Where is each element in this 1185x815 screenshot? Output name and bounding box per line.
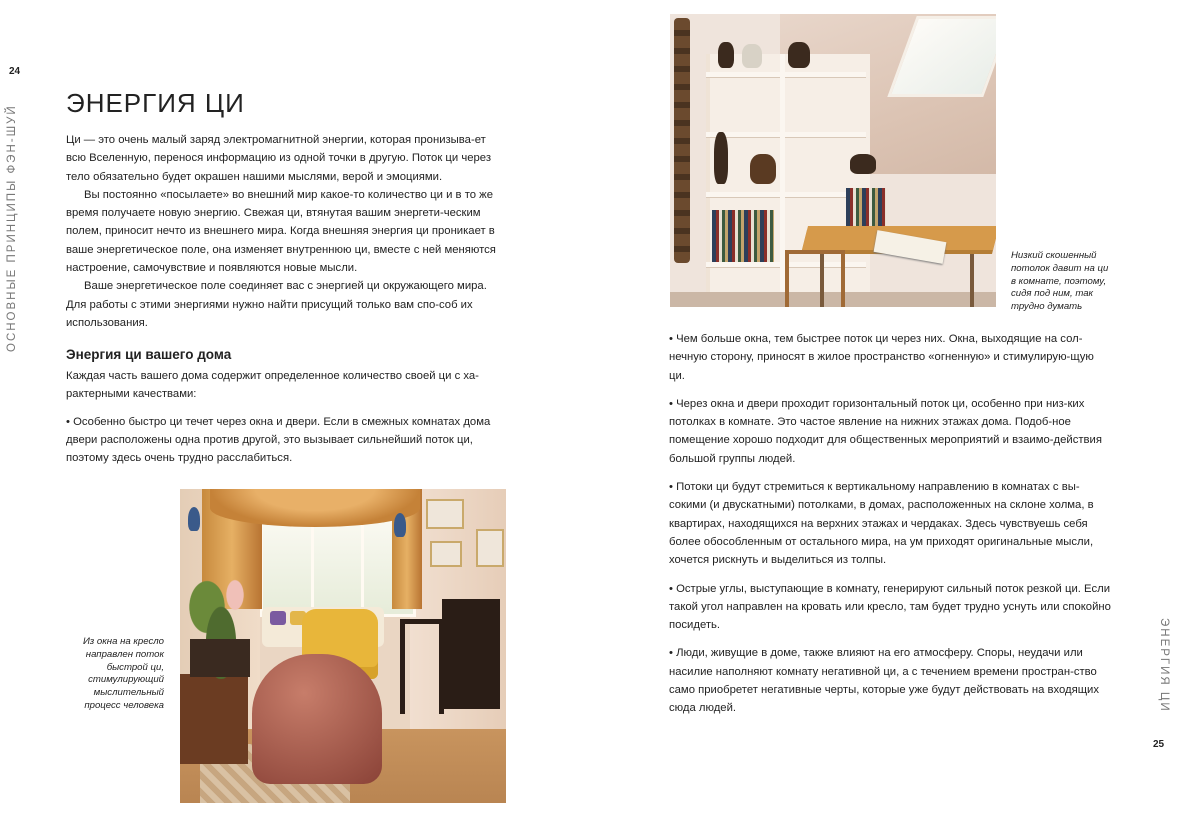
bullet-list bbox=[669, 330, 1111, 728]
photo-carved-totem bbox=[674, 18, 690, 263]
photo-vase bbox=[394, 513, 406, 537]
photo-vase bbox=[188, 507, 200, 531]
section-text bbox=[66, 367, 498, 467]
page-title: ЭНЕРГИЯ ЦИ bbox=[66, 88, 245, 118]
photo-picture-frame bbox=[426, 499, 464, 529]
photo-jar bbox=[742, 44, 762, 68]
photo-valance bbox=[210, 489, 420, 527]
photo-pot bbox=[190, 639, 250, 677]
photo-chair bbox=[785, 250, 845, 307]
bullet-item: • Люди, живущие в доме, также влияют на его атмосферу. Споры, неудачи или насилие наполняют комнату негативной ци, а с течением времени простран-ство само приобретет негативные черты, которые уже будут действовать на входящих сюда людей. bbox=[669, 647, 1100, 715]
attic-study-photo bbox=[670, 14, 996, 307]
bullet-item: • Острые углы, выступающие в комнату, генерируют сильный поток резкой ци. Если такой угол направлен на кровать или кресло, там будет трудно уснуть или спокойно посидеть. bbox=[669, 582, 1111, 632]
photo-desk bbox=[442, 599, 500, 709]
photo-black-chair bbox=[400, 619, 444, 714]
photo-jar bbox=[714, 132, 728, 184]
bullet-item: • Потоки ци будут стремиться к вертикальному направлению в комнатах с вы-сокими (и двускатными) потолками, в домах, расположенных на склоне холма, в квартирах, находящихся на верхних этажах и чердаках. Здесь чувствуешь себя более обособленным от остального мира, на ум приходят оригинальные мысли, хочется рискнуть и выделиться из толпы. bbox=[669, 481, 1094, 567]
section-intro: Каждая часть вашего дома содержит определенное количество своей ци с ха-рактерными качествами: bbox=[66, 370, 479, 401]
photo-jar bbox=[850, 154, 876, 174]
photo-books bbox=[712, 210, 774, 262]
photo-caption-attic: Низкий скошенный потолок давит на ци в комнате, поэтому, сидя под ним, так трудно думать bbox=[1011, 250, 1109, 313]
photo-picture-frame bbox=[430, 541, 462, 567]
intro-text bbox=[66, 131, 498, 332]
paragraph: Ци — это очень малый заряд электромагнитной энергии, которая пронизыва-ет всю Вселенную, перенося информацию из одной точки в другую. Поток ци через тело обязательно будет окрашен нашими мыслями, верой и эмоциями. bbox=[66, 134, 492, 183]
section-heading: Энергия ци вашего дома bbox=[66, 347, 232, 362]
photo-chest bbox=[180, 674, 248, 764]
bullet-item: • Особенно быстро ци течет через окна и двери. Если в смежных комнатах дома двери расположены одна против другой, это вызывает сильнейший поток ци, поэтому здесь очень трудно расслабиться. bbox=[66, 415, 491, 465]
photo-picture-frame bbox=[476, 529, 504, 567]
bullet-item: • Через окна и двери проходит горизонтальный поток ци, особенно при низ-ких потолках в комнате. Это частое явление на нижних этажах дома. Подоб-ное помещение хорошо подходит для общественных мероприятий и взаимо-действия большой группы людей. bbox=[669, 397, 1102, 465]
photo-jar bbox=[750, 154, 776, 184]
living-room-photo bbox=[180, 489, 506, 803]
photo-caption-living-room: Из окна на кресло направлен поток быстрой ци, стимулирующий мыслительный процесс человека bbox=[82, 636, 164, 711]
paragraph: Ваше энергетическое поле соединяет вас с энергией ци окружающего мира. Для работы с этими энергиями нужно найти присущий только вам спо-соб их использования. bbox=[66, 280, 487, 329]
photo-patterned-armchair bbox=[252, 654, 382, 784]
page-number-left: 24 bbox=[9, 66, 21, 77]
page-number-right: 25 bbox=[1153, 739, 1165, 750]
photo-jar bbox=[788, 42, 810, 68]
paragraph: Вы постоянно «посылаете» во внешний мир какое-то количество ци и в то же время получаете новую энергию. Свежая ци, втянутая вашим энергети-ческим полем, приносит нечто из внешнего мира. Когда внешняя энергия ци проникает в ваше энергетическое поле, она изменяет внутреннюю ци, вместе с ней меняются настроение, самочувствие и появляются новые мысли. bbox=[66, 188, 496, 275]
bullet-item: • Чем больше окна, тем быстрее поток ци через них. Окна, выходящие на сол-нечную сторону, приносят в жилое пространство «огненную» и стимулирую-щую ци. bbox=[669, 333, 1094, 382]
photo-jar bbox=[718, 42, 734, 68]
